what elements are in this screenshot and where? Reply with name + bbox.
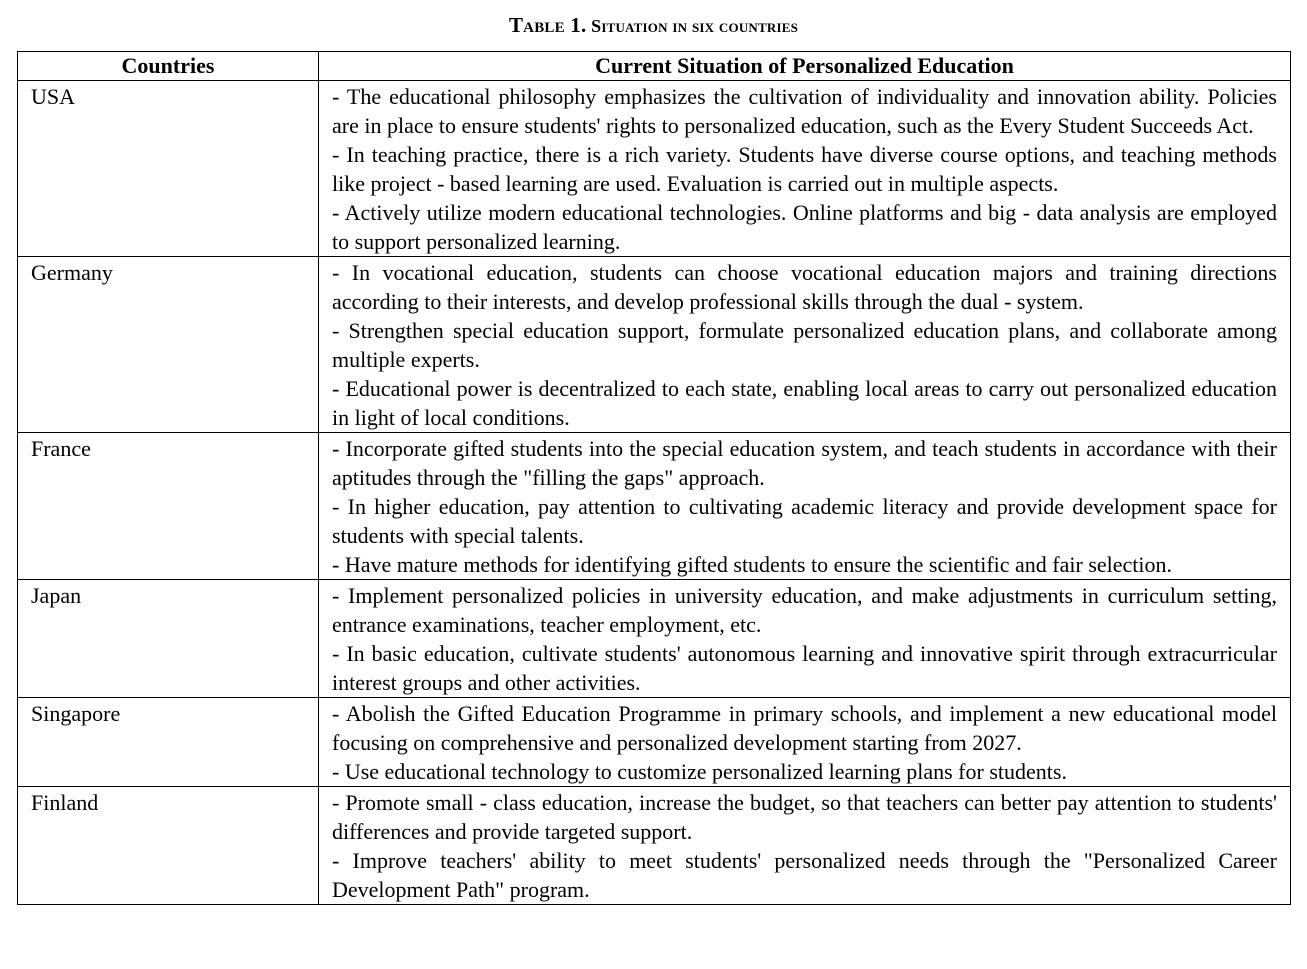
situation-cell [319,580,1291,698]
country-cell: France [18,433,319,580]
situation-point: - Incorporate gifted students into the special education system, and teach students in accordance with their aptitudes through the "filling the gaps" approach. [332,436,1277,490]
header-countries: Countries [18,52,319,81]
header-row [18,52,1291,81]
situation-point: - In teaching practice, there is a rich variety. Students have diverse course options, and teaching methods like project - based learning are used. Evaluation is carried out in multiple aspects. [332,142,1277,196]
situation-point: - Promote small - class education, increase the budget, so that teachers can better pay attention to students' differences and provide targeted support. [332,790,1277,844]
situation-point: - In basic education, cultivate students' autonomous learning and innovative spirit through extracurricular interest groups and other activities. [332,641,1277,695]
situation-cell [319,433,1291,580]
table-caption [0,14,1307,37]
country-cell: Japan [18,580,319,698]
situation-point: - Implement personalized policies in university education, and make adjustments in curriculum setting, entrance examinations, teacher employment, etc. [332,583,1277,637]
situation-point: - Have mature methods for identifying gifted students to ensure the scientific and fair selection. [332,552,1173,577]
table-row [18,81,1291,257]
situation-point: - Educational power is decentralized to each state, enabling local areas to carry out personalized education in light of local conditions. [332,376,1277,430]
caption-label: Table 1. [508,13,587,37]
situation-cell [319,698,1291,787]
country-cell: Singapore [18,698,319,787]
situation-point: - Improve teachers' ability to meet students' personalized needs through the "Personalized Career Development Path" program. [332,848,1277,902]
country-cell: USA [18,81,319,257]
table-row [18,580,1291,698]
situation-point: - Use educational technology to customize personalized learning plans for students. [332,759,1067,784]
table-row [18,433,1291,580]
situation-point: - In vocational education, students can choose vocational education majors and training directions according to their interests, and develop professional skills through the dual - system. [332,260,1277,314]
situation-cell [319,81,1291,257]
situation-point: - Actively utilize modern educational technologies. Online platforms and big - data analysis are employed to support personalized learning. [332,200,1277,254]
situation-cell [319,787,1291,905]
situation-point: - In higher education, pay attention to cultivating academic literacy and provide development space for students with special talents. [332,494,1277,548]
countries-table [17,51,1291,905]
table-row [18,698,1291,787]
situation-point: - Abolish the Gifted Education Programme in primary schools, and implement a new educational model focusing on comprehensive and personalized development starting from 2027. [332,701,1277,755]
situation-point: - The educational philosophy emphasizes the cultivation of individuality and innovation ability. Policies are in place to ensure students' rights to personalized education, such as the Every Student Succeeds Act. [332,84,1277,138]
table-row [18,257,1291,433]
caption-title: Situation in six countries [591,16,799,36]
country-cell: Finland [18,787,319,905]
header-situation: Current Situation of Personalized Education [319,52,1291,81]
table-row [18,787,1291,905]
situation-cell [319,257,1291,433]
situation-point: - Strengthen special education support, formulate personalized education plans, and collaborate among multiple experts. [332,318,1277,372]
country-cell: Germany [18,257,319,433]
